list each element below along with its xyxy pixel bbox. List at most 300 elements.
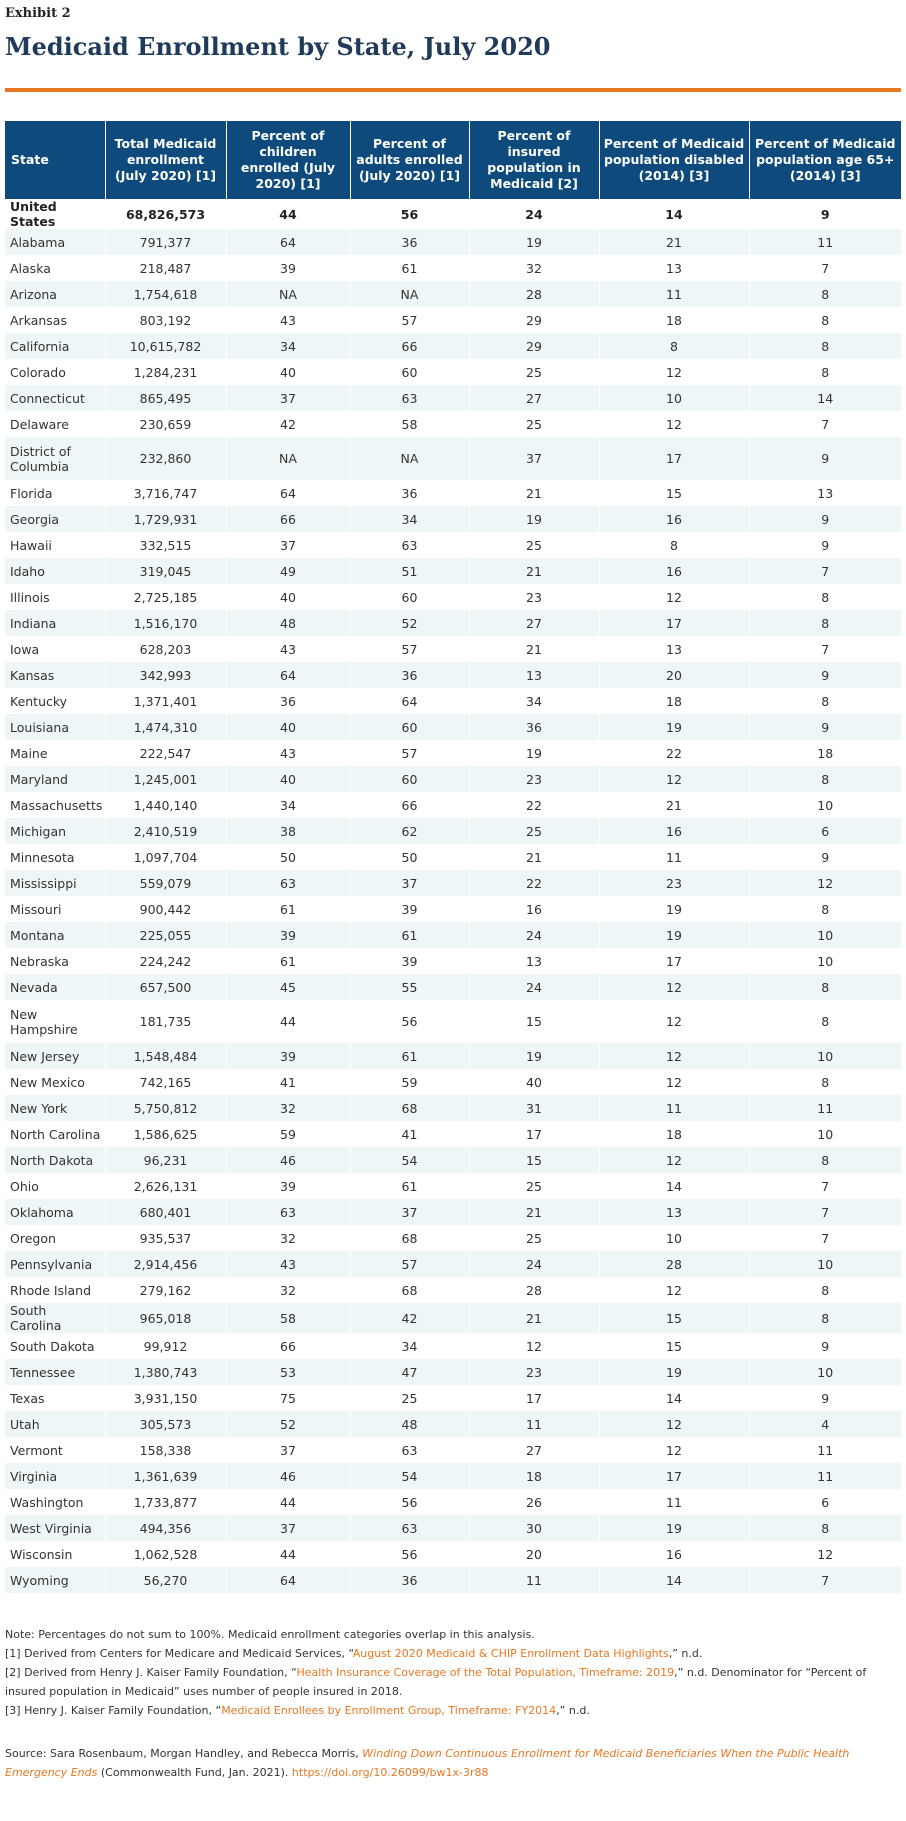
- value-cell: 24: [469, 922, 599, 948]
- table-row: [5, 1303, 901, 1333]
- value-cell: 17: [599, 437, 749, 480]
- value-cell: 48: [226, 610, 350, 636]
- value-cell: 15: [469, 1147, 599, 1173]
- table-row: [5, 255, 901, 281]
- footnote-1-link[interactable]: August 2020 Medicaid & CHIP Enrollment Data Highlights: [352, 1647, 669, 1660]
- value-cell: 8: [749, 1303, 901, 1333]
- header-row: [5, 121, 901, 199]
- value-cell: 44: [226, 199, 350, 229]
- value-cell: 39: [226, 255, 350, 281]
- value-cell: 23: [599, 870, 749, 896]
- table-row: [5, 506, 901, 532]
- value-cell: 8: [749, 974, 901, 1000]
- value-cell: 12: [749, 1541, 901, 1567]
- value-cell: 39: [350, 948, 469, 974]
- table-row: [5, 818, 901, 844]
- value-cell: 22: [599, 740, 749, 766]
- value-cell: 19: [599, 896, 749, 922]
- value-cell: 39: [226, 1043, 350, 1069]
- value-cell: 43: [226, 740, 350, 766]
- value-cell: 66: [350, 333, 469, 359]
- value-cell: 40: [469, 1069, 599, 1095]
- value-cell: 32: [226, 1225, 350, 1251]
- source-prefix: Source: Sara Rosenbaum, Morgan Handley, and Rebecca Morris,: [5, 1747, 363, 1760]
- state-cell: West Virginia: [5, 1515, 105, 1541]
- state-cell: Massachusetts: [5, 792, 105, 818]
- value-cell: 61: [350, 1173, 469, 1199]
- state-cell: Delaware: [5, 411, 105, 437]
- value-cell: 60: [350, 766, 469, 792]
- value-cell: 23: [469, 1359, 599, 1385]
- value-cell: 12: [599, 359, 749, 385]
- value-cell: 15: [469, 1000, 599, 1043]
- value-cell: 8: [749, 766, 901, 792]
- value-cell: 18: [469, 1463, 599, 1489]
- value-cell: 10: [749, 1251, 901, 1277]
- value-cell: 96,231: [105, 1147, 226, 1173]
- footnote-2-prefix: [2] Derived from Henry J. Kaiser Family Foundation, “: [5, 1666, 297, 1679]
- footnote-2-link[interactable]: Health Insurance Coverage of the Total Population, Timeframe: 2019: [296, 1666, 675, 1679]
- value-cell: 25: [350, 1385, 469, 1411]
- value-cell: 28: [599, 1251, 749, 1277]
- value-cell: 1,474,310: [105, 714, 226, 740]
- value-cell: 21: [469, 1199, 599, 1225]
- value-cell: 57: [350, 636, 469, 662]
- value-cell: 1,516,170: [105, 610, 226, 636]
- table-row: [5, 333, 901, 359]
- value-cell: 9: [749, 662, 901, 688]
- value-cell: 53: [226, 1359, 350, 1385]
- table-row: [5, 844, 901, 870]
- value-cell: 43: [226, 307, 350, 333]
- value-cell: 225,055: [105, 922, 226, 948]
- value-cell: 10: [749, 1043, 901, 1069]
- state-cell: Colorado: [5, 359, 105, 385]
- value-cell: 66: [350, 792, 469, 818]
- value-cell: 42: [226, 411, 350, 437]
- footnote-2-suffix: ,” n.d. Denominator for “Percent of insured population in Medicaid” uses number of people insured in 2018.: [5, 1666, 867, 1698]
- value-cell: 6: [749, 818, 901, 844]
- value-cell: 7: [749, 558, 901, 584]
- value-cell: 9: [749, 1385, 901, 1411]
- value-cell: 222,547: [105, 740, 226, 766]
- state-cell: South Carolina: [5, 1303, 105, 1333]
- value-cell: 16: [599, 1541, 749, 1567]
- source-citation: [5, 1744, 901, 1782]
- value-cell: 14: [599, 1385, 749, 1411]
- value-cell: 12: [599, 766, 749, 792]
- table-row: [5, 1173, 901, 1199]
- state-cell: Alabama: [5, 229, 105, 255]
- value-cell: 19: [469, 506, 599, 532]
- value-cell: 64: [226, 229, 350, 255]
- state-cell: Rhode Island: [5, 1277, 105, 1303]
- value-cell: 2,410,519: [105, 818, 226, 844]
- value-cell: 49: [226, 558, 350, 584]
- value-cell: 15: [599, 1303, 749, 1333]
- column-header: Percent of Medicaid population disabled (2014) [3]: [599, 121, 749, 199]
- value-cell: 11: [469, 1567, 599, 1593]
- value-cell: 10,615,782: [105, 333, 226, 359]
- value-cell: 21: [599, 792, 749, 818]
- value-cell: 17: [599, 1463, 749, 1489]
- value-cell: 60: [350, 584, 469, 610]
- value-cell: 15: [599, 1333, 749, 1359]
- value-cell: 19: [599, 714, 749, 740]
- value-cell: 12: [599, 974, 749, 1000]
- value-cell: 63: [350, 1515, 469, 1541]
- value-cell: 2,725,185: [105, 584, 226, 610]
- value-cell: 1,062,528: [105, 1541, 226, 1567]
- value-cell: 25: [469, 359, 599, 385]
- table-row: [5, 662, 901, 688]
- table-row: [5, 1277, 901, 1303]
- value-cell: 21: [469, 636, 599, 662]
- value-cell: NA: [226, 437, 350, 480]
- value-cell: 36: [350, 229, 469, 255]
- footnote-1: [5, 1644, 901, 1663]
- value-cell: 22: [469, 792, 599, 818]
- value-cell: 965,018: [105, 1303, 226, 1333]
- value-cell: 10: [749, 948, 901, 974]
- table-row: [5, 1069, 901, 1095]
- value-cell: 494,356: [105, 1515, 226, 1541]
- value-cell: 8: [749, 1147, 901, 1173]
- value-cell: 9: [749, 844, 901, 870]
- table-row: [5, 584, 901, 610]
- value-cell: 1,729,931: [105, 506, 226, 532]
- value-cell: 37: [226, 385, 350, 411]
- value-cell: 8: [599, 532, 749, 558]
- table-row: [5, 229, 901, 255]
- value-cell: 11: [599, 281, 749, 307]
- value-cell: 305,573: [105, 1411, 226, 1437]
- value-cell: 14: [749, 385, 901, 411]
- value-cell: 13: [599, 636, 749, 662]
- value-cell: 25: [469, 1225, 599, 1251]
- table-row: [5, 1121, 901, 1147]
- value-cell: 21: [469, 1303, 599, 1333]
- value-cell: 60: [350, 359, 469, 385]
- value-cell: 34: [226, 792, 350, 818]
- value-cell: 5,750,812: [105, 1095, 226, 1121]
- value-cell: 30: [469, 1515, 599, 1541]
- table-row: [5, 948, 901, 974]
- value-cell: 29: [469, 333, 599, 359]
- state-cell: Texas: [5, 1385, 105, 1411]
- state-cell: Florida: [5, 480, 105, 506]
- state-cell: Idaho: [5, 558, 105, 584]
- column-header: Percent of Medicaid population age 65+ (2014) [3]: [749, 121, 901, 199]
- value-cell: 36: [469, 714, 599, 740]
- value-cell: 559,079: [105, 870, 226, 896]
- state-cell: Maryland: [5, 766, 105, 792]
- value-cell: 7: [749, 1173, 901, 1199]
- value-cell: 12: [599, 1069, 749, 1095]
- value-cell: 22: [469, 870, 599, 896]
- table-row: [5, 1225, 901, 1251]
- value-cell: 8: [749, 688, 901, 714]
- value-cell: 63: [226, 870, 350, 896]
- table-row: [5, 740, 901, 766]
- value-cell: 56: [350, 1000, 469, 1043]
- value-cell: 37: [350, 870, 469, 896]
- value-cell: 158,338: [105, 1437, 226, 1463]
- value-cell: NA: [350, 281, 469, 307]
- value-cell: 40: [226, 584, 350, 610]
- table-row: [5, 1411, 901, 1437]
- source-doi-link[interactable]: https://doi.org/10.26099/bw1x-3r88: [291, 1766, 489, 1779]
- table-row: [5, 385, 901, 411]
- value-cell: 8: [749, 1277, 901, 1303]
- value-cell: 24: [469, 199, 599, 229]
- value-cell: NA: [350, 437, 469, 480]
- table-row: [5, 974, 901, 1000]
- table-row: [5, 359, 901, 385]
- value-cell: 19: [469, 229, 599, 255]
- value-cell: 10: [749, 1121, 901, 1147]
- value-cell: 2,626,131: [105, 1173, 226, 1199]
- value-cell: 10: [749, 922, 901, 948]
- state-cell: Iowa: [5, 636, 105, 662]
- value-cell: 1,548,484: [105, 1043, 226, 1069]
- state-cell: United States: [5, 199, 105, 229]
- value-cell: 14: [599, 1567, 749, 1593]
- table-row: [5, 636, 901, 662]
- value-cell: 8: [749, 1069, 901, 1095]
- state-cell: Indiana: [5, 610, 105, 636]
- table-row: [5, 1333, 901, 1359]
- value-cell: 36: [226, 688, 350, 714]
- notes: [5, 1625, 901, 1720]
- value-cell: 61: [350, 922, 469, 948]
- page-title: Medicaid Enrollment by State, July 2020: [5, 32, 551, 61]
- table-row: [5, 1515, 901, 1541]
- state-cell: Oregon: [5, 1225, 105, 1251]
- value-cell: 18: [599, 688, 749, 714]
- value-cell: 9: [749, 714, 901, 740]
- state-cell: District of Columbia: [5, 437, 105, 480]
- value-cell: 1,380,743: [105, 1359, 226, 1385]
- value-cell: 230,659: [105, 411, 226, 437]
- value-cell: 11: [599, 1489, 749, 1515]
- value-cell: 28: [469, 1277, 599, 1303]
- value-cell: 18: [749, 740, 901, 766]
- value-cell: 44: [226, 1000, 350, 1043]
- accent-divider: [5, 88, 901, 92]
- footnote-3: [5, 1701, 901, 1720]
- value-cell: 64: [226, 1567, 350, 1593]
- value-cell: 43: [226, 636, 350, 662]
- column-header: Percent of children enrolled (July 2020) [1]: [226, 121, 350, 199]
- value-cell: 50: [226, 844, 350, 870]
- table-row: [5, 766, 901, 792]
- value-cell: 1,284,231: [105, 359, 226, 385]
- value-cell: 75: [226, 1385, 350, 1411]
- value-cell: 63: [350, 532, 469, 558]
- value-cell: 68: [350, 1277, 469, 1303]
- value-cell: 25: [469, 411, 599, 437]
- footnote-1-prefix: [1] Derived from Centers for Medicare and Medicaid Services, “: [5, 1647, 353, 1660]
- value-cell: 9: [749, 437, 901, 480]
- value-cell: 55: [350, 974, 469, 1000]
- state-cell: Connecticut: [5, 385, 105, 411]
- value-cell: 7: [749, 636, 901, 662]
- state-cell: North Dakota: [5, 1147, 105, 1173]
- table-row: [5, 896, 901, 922]
- value-cell: 742,165: [105, 1069, 226, 1095]
- footnote-1-suffix: ,” n.d.: [668, 1647, 703, 1660]
- value-cell: 13: [749, 480, 901, 506]
- value-cell: 64: [350, 688, 469, 714]
- value-cell: 41: [350, 1121, 469, 1147]
- value-cell: 45: [226, 974, 350, 1000]
- value-cell: 9: [749, 506, 901, 532]
- value-cell: 29: [469, 307, 599, 333]
- table-row: [5, 532, 901, 558]
- state-cell: Alaska: [5, 255, 105, 281]
- table-row: [5, 558, 901, 584]
- value-cell: 12: [599, 1147, 749, 1173]
- state-cell: Louisiana: [5, 714, 105, 740]
- value-cell: 26: [469, 1489, 599, 1515]
- value-cell: 25: [469, 532, 599, 558]
- value-cell: 56: [350, 1541, 469, 1567]
- enrollment-table: [5, 121, 901, 1593]
- value-cell: 628,203: [105, 636, 226, 662]
- value-cell: 37: [226, 1437, 350, 1463]
- state-cell: South Dakota: [5, 1333, 105, 1359]
- value-cell: 60: [350, 714, 469, 740]
- value-cell: 791,377: [105, 229, 226, 255]
- value-cell: 21: [469, 480, 599, 506]
- value-cell: 13: [599, 255, 749, 281]
- value-cell: 8: [749, 281, 901, 307]
- value-cell: 39: [350, 896, 469, 922]
- value-cell: 3,931,150: [105, 1385, 226, 1411]
- source-publisher: (Commonwealth Fund, Jan. 2021).: [97, 1766, 292, 1779]
- value-cell: 68: [350, 1095, 469, 1121]
- value-cell: 17: [469, 1385, 599, 1411]
- value-cell: 63: [226, 1199, 350, 1225]
- value-cell: NA: [226, 281, 350, 307]
- value-cell: 13: [599, 1199, 749, 1225]
- value-cell: 21: [469, 558, 599, 584]
- table-row: [5, 610, 901, 636]
- value-cell: 19: [599, 1515, 749, 1541]
- value-cell: 332,515: [105, 532, 226, 558]
- value-cell: 1,440,140: [105, 792, 226, 818]
- value-cell: 8: [749, 1515, 901, 1541]
- state-cell: Wyoming: [5, 1567, 105, 1593]
- value-cell: 38: [226, 818, 350, 844]
- value-cell: 56: [350, 199, 469, 229]
- value-cell: 8: [749, 610, 901, 636]
- value-cell: 13: [469, 948, 599, 974]
- value-cell: 54: [350, 1463, 469, 1489]
- value-cell: 7: [749, 255, 901, 281]
- state-cell: New York: [5, 1095, 105, 1121]
- table-row: [5, 1000, 901, 1043]
- table-header: [5, 121, 901, 199]
- value-cell: 68,826,573: [105, 199, 226, 229]
- value-cell: 61: [350, 255, 469, 281]
- value-cell: 11: [749, 1463, 901, 1489]
- state-cell: Georgia: [5, 506, 105, 532]
- value-cell: 8: [749, 1000, 901, 1043]
- state-cell: Wisconsin: [5, 1541, 105, 1567]
- value-cell: 865,495: [105, 385, 226, 411]
- table-row: [5, 1567, 901, 1593]
- value-cell: 25: [469, 818, 599, 844]
- value-cell: 37: [350, 1199, 469, 1225]
- value-cell: 59: [226, 1121, 350, 1147]
- value-cell: 8: [599, 333, 749, 359]
- state-cell: Nebraska: [5, 948, 105, 974]
- value-cell: 56,270: [105, 1567, 226, 1593]
- value-cell: 224,242: [105, 948, 226, 974]
- table-row: [5, 1251, 901, 1277]
- value-cell: 16: [599, 818, 749, 844]
- state-cell: Washington: [5, 1489, 105, 1515]
- table-row: [5, 1463, 901, 1489]
- value-cell: 32: [226, 1095, 350, 1121]
- value-cell: 218,487: [105, 255, 226, 281]
- value-cell: 19: [599, 1359, 749, 1385]
- value-cell: 7: [749, 1199, 901, 1225]
- value-cell: 11: [599, 844, 749, 870]
- value-cell: 1,733,877: [105, 1489, 226, 1515]
- value-cell: 34: [350, 1333, 469, 1359]
- value-cell: 8: [749, 359, 901, 385]
- value-cell: 57: [350, 1251, 469, 1277]
- value-cell: 40: [226, 766, 350, 792]
- value-cell: 46: [226, 1147, 350, 1173]
- state-cell: Virginia: [5, 1463, 105, 1489]
- value-cell: 27: [469, 385, 599, 411]
- value-cell: 12: [749, 870, 901, 896]
- table-row: [5, 714, 901, 740]
- value-cell: 1,586,625: [105, 1121, 226, 1147]
- value-cell: 9: [749, 1333, 901, 1359]
- state-cell: North Carolina: [5, 1121, 105, 1147]
- state-cell: Montana: [5, 922, 105, 948]
- state-cell: Hawaii: [5, 532, 105, 558]
- value-cell: 12: [599, 1000, 749, 1043]
- value-cell: 19: [469, 1043, 599, 1069]
- table-row: [5, 1385, 901, 1411]
- value-cell: 59: [350, 1069, 469, 1095]
- source-title-link[interactable]: Winding Down Continuous Enrollment for Medicaid Beneficiaries When the Public Health Emergency Ends: [5, 1747, 850, 1779]
- state-cell: Tennessee: [5, 1359, 105, 1385]
- value-cell: 7: [749, 1567, 901, 1593]
- value-cell: 12: [469, 1333, 599, 1359]
- value-cell: 4: [749, 1411, 901, 1437]
- value-cell: 16: [599, 506, 749, 532]
- value-cell: 11: [599, 1095, 749, 1121]
- value-cell: 61: [226, 948, 350, 974]
- table-row: [5, 922, 901, 948]
- footnote-3-link[interactable]: Medicaid Enrollees by Enrollment Group, Timeframe: FY2014: [221, 1704, 557, 1717]
- table-row: [5, 1489, 901, 1515]
- table-row: [5, 281, 901, 307]
- value-cell: 17: [599, 610, 749, 636]
- value-cell: 57: [350, 307, 469, 333]
- state-cell: Mississippi: [5, 870, 105, 896]
- state-cell: Kentucky: [5, 688, 105, 714]
- value-cell: 900,442: [105, 896, 226, 922]
- value-cell: 18: [599, 307, 749, 333]
